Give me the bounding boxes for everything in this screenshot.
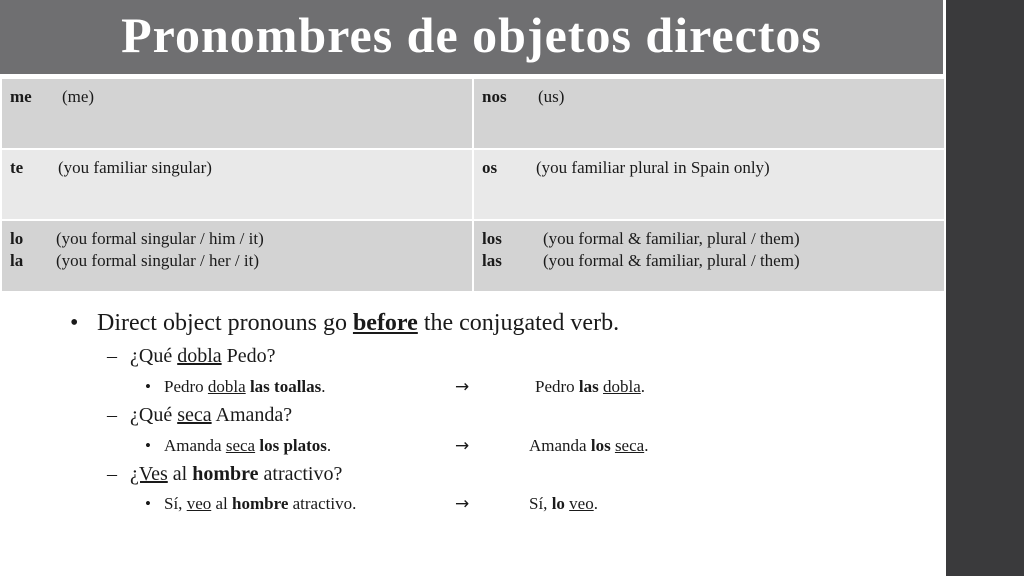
right-arrow-icon: → (455, 436, 470, 456)
pronoun: la (10, 251, 24, 270)
sub-bullet-marker: • (145, 494, 151, 513)
answer-sentence: Sí, lo veo. (529, 494, 598, 513)
emphasis-word: before (352, 310, 418, 336)
answer-sentence: Amanda los seca. (529, 436, 649, 455)
pronoun-entry (10, 157, 464, 179)
pronoun-meaning: (me) (62, 87, 95, 106)
pronoun-entry (482, 86, 936, 108)
dash-marker: – (107, 345, 117, 367)
table-cell-los-las (473, 220, 945, 292)
pronoun-meaning: (you formal & familiar, plural / them) (543, 229, 800, 248)
table-cell-nos (473, 78, 945, 149)
pronoun-entry (482, 250, 936, 272)
question-text: ¿Ves al hombre atractivo? (130, 463, 343, 485)
example-sentence-text: Amanda seca los platos. (164, 436, 332, 455)
pronoun-entry (10, 250, 464, 272)
pronoun: nos (482, 87, 507, 106)
pronoun-table (0, 77, 946, 293)
right-side-bar (946, 0, 1024, 576)
pronoun-entry (482, 228, 936, 250)
dash-marker: – (107, 463, 117, 485)
example-sentence-text: Sí, veo al hombre atractivo. (164, 494, 357, 513)
table-row (1, 78, 945, 149)
right-arrow-icon: → (455, 377, 470, 397)
table-cell-lo-la (1, 220, 473, 292)
pronoun-meaning: (you familiar plural in Spain only) (536, 158, 770, 177)
pronoun: te (10, 158, 24, 177)
table-row (1, 149, 945, 220)
example-sentence-text: Pedro dobla las toallas. (164, 377, 326, 396)
dash-marker: – (107, 404, 117, 426)
main-bullet-text: Direct object pronouns go before the conjugated verb. (97, 310, 620, 336)
pronoun: me (10, 87, 32, 106)
pronoun: os (482, 158, 498, 177)
slide-title: Pronombres de objetos directos (121, 7, 822, 63)
table-cell-te (1, 149, 473, 220)
right-arrow-icon: → (455, 494, 470, 514)
sub-bullet-marker: • (145, 377, 151, 396)
pronoun-meaning: (us) (538, 87, 565, 106)
sub-bullet-marker: • (145, 436, 151, 455)
bullet-marker: • (70, 310, 79, 336)
question-text: ¿Qué seca Amanda? (130, 404, 293, 426)
pronoun: las (482, 251, 502, 270)
pronoun-meaning: (you formal singular / him / it) (56, 229, 264, 248)
pronoun-meaning: (you formal singular / her / it) (56, 251, 260, 270)
table-cell-me (1, 78, 473, 149)
pronoun-entry (482, 157, 936, 179)
answer-sentence: Pedro las dobla. (535, 377, 646, 396)
pronoun-entry (10, 228, 464, 250)
title-bar (0, 0, 943, 76)
question-text: ¿Qué dobla Pedo? (130, 345, 276, 367)
table-cell-os (473, 149, 945, 220)
pronoun: lo (10, 229, 24, 248)
pronoun-meaning: (you formal & familiar, plural / them) (543, 251, 800, 270)
pronoun-entry (10, 86, 464, 108)
table-row (1, 220, 945, 292)
pronoun: los (482, 229, 502, 248)
pronoun-meaning: (you familiar singular) (58, 158, 212, 177)
